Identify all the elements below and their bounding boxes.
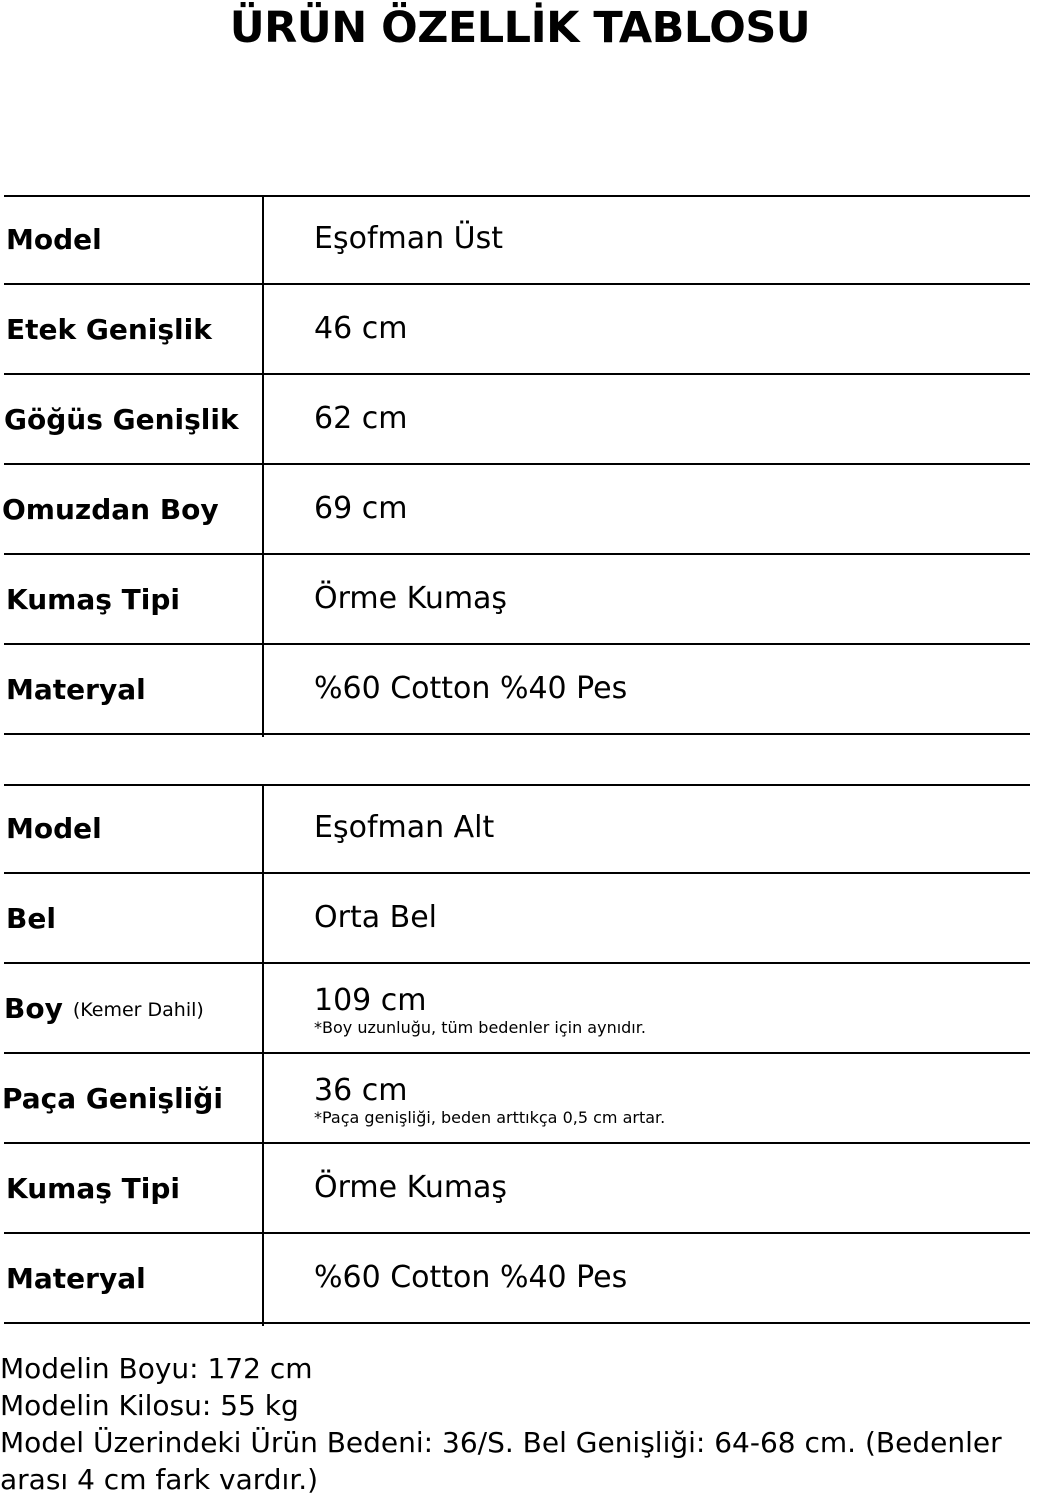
row-value: 36 cm *Paça genişliği, beden arttıkça 0,5 cm artar. bbox=[314, 1073, 666, 1127]
row-label: Model bbox=[6, 811, 102, 845]
label-note: (Kemer Dahil) bbox=[72, 999, 204, 1021]
table-row bbox=[0, 784, 1030, 874]
table-row bbox=[0, 1234, 1030, 1324]
table-row bbox=[0, 964, 1030, 1054]
model-info bbox=[0, 1350, 1052, 1498]
spec-table-bottom bbox=[0, 784, 1030, 1326]
row-divider bbox=[4, 1322, 1030, 1324]
row-label: Omuzdan Boy bbox=[2, 492, 219, 526]
row-label: Göğüs Genişlik bbox=[4, 402, 239, 436]
row-label: Boy (Kemer Dahil) bbox=[4, 991, 204, 1025]
row-value: Örme Kumaş bbox=[314, 581, 508, 616]
table-row bbox=[0, 1144, 1030, 1234]
row-label: Bel bbox=[6, 901, 56, 935]
row-value: Orta Bel bbox=[314, 900, 438, 935]
value-note: *Boy uzunluğu, tüm bedenler için aynıdır. bbox=[314, 1018, 646, 1037]
row-value: %60 Cotton %40 Pes bbox=[314, 671, 628, 706]
model-size-line-cont: arası 4 cm fark vardır.) bbox=[0, 1463, 319, 1496]
model-height: Modelin Boyu: 172 cm bbox=[0, 1352, 313, 1385]
row-label: Model bbox=[6, 222, 102, 256]
table-row bbox=[0, 1054, 1030, 1144]
row-label: Paça Genişliği bbox=[2, 1081, 223, 1115]
row-value: Eşofman Alt bbox=[314, 810, 495, 845]
row-value: %60 Cotton %40 Pes bbox=[314, 1260, 628, 1295]
model-weight: Modelin Kilosu: 55 kg bbox=[0, 1389, 299, 1422]
value-note: *Paça genişliği, beden arttıkça 0,5 cm artar. bbox=[314, 1108, 666, 1127]
page-title: ÜRÜN ÖZELLİK TABLOSU bbox=[229, 3, 811, 53]
table-row bbox=[0, 465, 1030, 555]
table-row bbox=[0, 874, 1030, 964]
row-value: Eşofman Üst bbox=[314, 221, 504, 256]
row-value: 62 cm bbox=[314, 401, 408, 436]
table-row bbox=[0, 375, 1030, 465]
row-label: Kumaş Tipi bbox=[6, 582, 180, 616]
table-row bbox=[0, 555, 1030, 645]
model-size-line: Model Üzerindeki Ürün Bedeni: 36/S. Bel Genişliği: 64-68 cm. (Bedenler bbox=[0, 1426, 1002, 1459]
table-row bbox=[0, 645, 1030, 735]
table-row bbox=[0, 285, 1030, 375]
row-value: 69 cm bbox=[314, 491, 408, 526]
row-label: Etek Genişlik bbox=[6, 312, 212, 346]
row-label: Materyal bbox=[6, 672, 146, 706]
row-divider bbox=[4, 733, 1030, 735]
row-value: 109 cm *Boy uzunluğu, tüm bedenler için aynıdır. bbox=[314, 983, 646, 1037]
row-label: Kumaş Tipi bbox=[6, 1171, 180, 1205]
row-label: Materyal bbox=[6, 1261, 146, 1295]
table-row bbox=[0, 195, 1030, 285]
spec-table-top bbox=[0, 195, 1030, 737]
row-value: 46 cm bbox=[314, 311, 408, 346]
row-value: Örme Kumaş bbox=[314, 1170, 508, 1205]
